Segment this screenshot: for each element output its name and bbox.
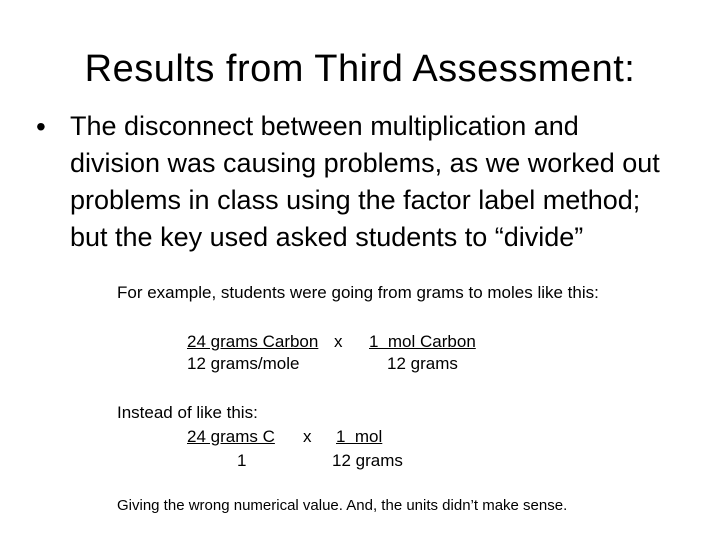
right-denominator: 1 [237, 451, 247, 470]
bullet-text: The disconnect between multiplication and division was causing problems, as we worked out problems in class using the factor label method; but the key used asked students to “divide” [70, 111, 660, 252]
wrong-numerator: 24 grams Carbon [187, 332, 319, 351]
slide-title: Results from Third Assessment: [84, 48, 636, 90]
instead-label: Instead of like this: [117, 403, 258, 422]
bullet-marker: • [36, 111, 46, 142]
right-factor-denominator: 12 grams [332, 451, 403, 470]
wrong-factor-numerator: 1 mol Carbon [369, 332, 476, 351]
example-intro: For example, students were going from grams to moles like this: [117, 283, 599, 302]
conclusion-text: Giving the wrong numerical value. And, the units didn’t make sense. [117, 497, 568, 514]
bullet-point [36, 108, 676, 256]
right-operator: x [303, 427, 312, 446]
wrong-operator: x [334, 332, 343, 351]
wrong-denominator: 12 grams/mole [187, 354, 300, 373]
wrong-factor-denominator: 12 grams [387, 354, 458, 373]
right-numerator: 24 grams C [187, 427, 275, 446]
right-factor-numerator: 1 mol [336, 427, 383, 446]
